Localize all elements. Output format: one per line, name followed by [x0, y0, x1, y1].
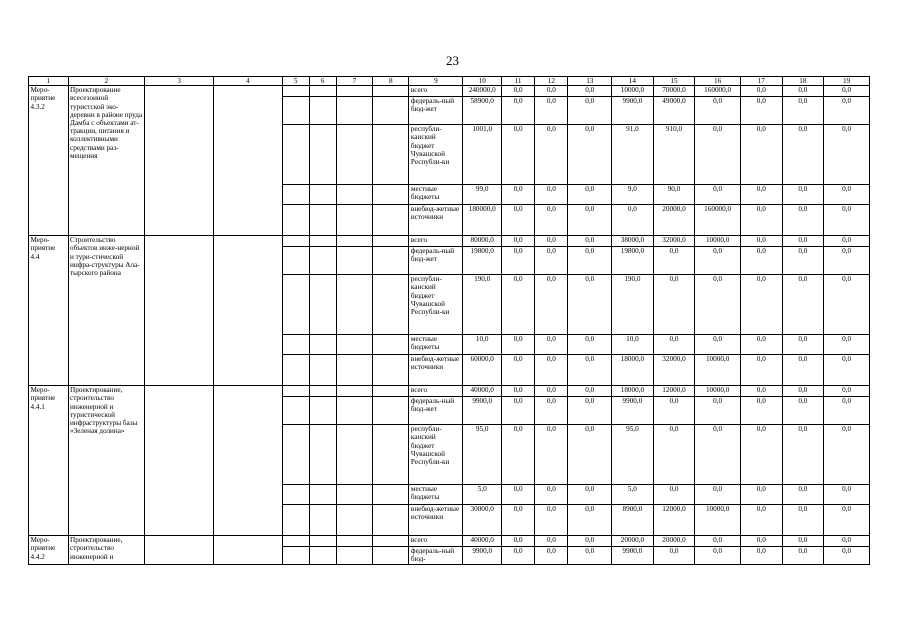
empty-cell — [336, 236, 372, 247]
empty-cell — [309, 547, 336, 564]
funding-source: федераль-ный бюд-жет — [409, 97, 463, 125]
empty-cell — [336, 335, 372, 355]
empty-cell — [309, 397, 336, 425]
funding-source: местные бюджеты — [409, 185, 463, 205]
amount-cell: 0,0 — [824, 397, 870, 425]
table-row — [29, 536, 870, 547]
amount-cell: 0,0 — [741, 386, 783, 397]
empty-cell — [373, 335, 409, 355]
amount-cell: 40000,0 — [463, 386, 501, 397]
column-number-3: 3 — [145, 77, 214, 86]
amount-cell: 0,0 — [535, 275, 568, 335]
amount-cell: 0,0 — [695, 485, 741, 505]
amount-cell: 0,0 — [568, 386, 612, 397]
amount-cell: 0,0 — [535, 485, 568, 505]
empty-cell — [282, 355, 309, 386]
amount-cell: 0,0 — [782, 185, 824, 205]
budget-table — [28, 76, 870, 565]
funding-source: внебюд-жетные источники — [409, 205, 463, 236]
empty-cell — [309, 505, 336, 536]
empty-cell — [282, 236, 309, 247]
amount-cell: 0,0 — [741, 425, 783, 485]
empty-cell — [282, 205, 309, 236]
amount-cell: 0,0 — [782, 547, 824, 564]
measure-description: Строительство объектов инже-нерной и тури-стической инфра-структуры Ала-тырского района — [68, 236, 145, 386]
amount-cell: 0,0 — [501, 86, 534, 97]
empty-cell — [309, 97, 336, 125]
amount-cell: 20000,0 — [612, 536, 654, 547]
header-row — [29, 77, 870, 86]
empty-cell — [373, 536, 409, 547]
column-number-19: 19 — [824, 77, 870, 86]
amount-cell: 10,0 — [612, 335, 654, 355]
amount-cell: 0,0 — [782, 247, 824, 275]
amount-cell: 0,0 — [535, 185, 568, 205]
amount-cell: 0,0 — [535, 547, 568, 564]
amount-cell: 0,0 — [535, 97, 568, 125]
empty-cell — [336, 247, 372, 275]
amount-cell: 0,0 — [501, 425, 534, 485]
amount-cell: 0,0 — [501, 247, 534, 275]
amount-cell: 19800,0 — [612, 247, 654, 275]
amount-cell: 0,0 — [535, 125, 568, 185]
empty-cell — [373, 185, 409, 205]
amount-cell: 0,0 — [741, 86, 783, 97]
empty-cell — [336, 536, 372, 547]
column-number-1: 1 — [29, 77, 69, 86]
empty-cell — [145, 236, 214, 386]
funding-source: федераль-ный бюд- — [409, 547, 463, 564]
amount-cell: 0,0 — [782, 397, 824, 425]
empty-cell — [309, 386, 336, 397]
empty-cell — [214, 86, 283, 236]
funding-source: внебюд-жетные источники — [409, 505, 463, 536]
empty-cell — [282, 86, 309, 97]
empty-cell — [336, 355, 372, 386]
empty-cell — [309, 536, 336, 547]
empty-cell — [309, 485, 336, 505]
empty-cell — [309, 247, 336, 275]
empty-cell — [309, 425, 336, 485]
amount-cell: 0,0 — [824, 185, 870, 205]
amount-cell: 0,0 — [535, 205, 568, 236]
empty-cell — [336, 97, 372, 125]
empty-cell — [373, 236, 409, 247]
amount-cell: 0,0 — [824, 547, 870, 564]
amount-cell: 20000,0 — [653, 205, 695, 236]
amount-cell: 0,0 — [568, 397, 612, 425]
table-body — [29, 77, 870, 565]
amount-cell: 12000,0 — [653, 386, 695, 397]
empty-cell — [373, 547, 409, 564]
column-number-14: 14 — [612, 77, 654, 86]
amount-cell: 58900,0 — [463, 97, 501, 125]
empty-cell — [373, 125, 409, 185]
empty-cell — [336, 185, 372, 205]
empty-cell — [373, 485, 409, 505]
amount-cell: 0,0 — [782, 355, 824, 386]
empty-cell — [282, 247, 309, 275]
measure-code: Меро-приятие 4.4.1 — [29, 386, 69, 536]
empty-cell — [145, 86, 214, 236]
amount-cell: 0,0 — [782, 236, 824, 247]
empty-cell — [336, 125, 372, 185]
funding-source: всего — [409, 236, 463, 247]
amount-cell: 19800,0 — [463, 247, 501, 275]
empty-cell — [373, 425, 409, 485]
amount-cell: 10,0 — [463, 335, 501, 355]
amount-cell: 0,0 — [653, 425, 695, 485]
amount-cell: 40000,0 — [463, 536, 501, 547]
empty-cell — [336, 397, 372, 425]
amount-cell: 0,0 — [535, 425, 568, 485]
empty-cell — [373, 86, 409, 97]
column-number-5: 5 — [282, 77, 309, 86]
amount-cell: 0,0 — [568, 485, 612, 505]
column-number-7: 7 — [336, 77, 372, 86]
empty-cell — [145, 536, 214, 564]
amount-cell: 0,0 — [695, 185, 741, 205]
amount-cell: 0,0 — [695, 275, 741, 335]
amount-cell: 0,0 — [741, 505, 783, 536]
funding-source: федераль-ный бюд-жет — [409, 397, 463, 425]
empty-cell — [373, 386, 409, 397]
amount-cell: 0,0 — [535, 355, 568, 386]
empty-cell — [309, 205, 336, 236]
amount-cell: 0,0 — [741, 335, 783, 355]
amount-cell: 32000,0 — [653, 355, 695, 386]
amount-cell: 10000,0 — [695, 355, 741, 386]
empty-cell — [282, 275, 309, 335]
funding-source: местные бюджеты — [409, 335, 463, 355]
empty-cell — [309, 236, 336, 247]
amount-cell: 0,0 — [653, 335, 695, 355]
amount-cell: 0,0 — [568, 275, 612, 335]
amount-cell: 95,0 — [612, 425, 654, 485]
amount-cell: 0,0 — [782, 425, 824, 485]
amount-cell: 10000,0 — [695, 386, 741, 397]
funding-source: местные бюджеты — [409, 485, 463, 505]
amount-cell: 20000,0 — [653, 536, 695, 547]
table-row — [29, 236, 870, 247]
amount-cell: 910,0 — [653, 125, 695, 185]
amount-cell: 0,0 — [501, 125, 534, 185]
amount-cell: 0,0 — [501, 397, 534, 425]
amount-cell: 160000,0 — [695, 205, 741, 236]
amount-cell: 190,0 — [463, 275, 501, 335]
funding-source: всего — [409, 386, 463, 397]
amount-cell: 0,0 — [824, 97, 870, 125]
table-row — [29, 386, 870, 397]
empty-cell — [336, 275, 372, 335]
empty-cell — [282, 425, 309, 485]
amount-cell: 0,0 — [782, 505, 824, 536]
empty-cell — [309, 125, 336, 185]
amount-cell: 0,0 — [501, 547, 534, 564]
amount-cell: 0,0 — [782, 125, 824, 185]
amount-cell: 0,0 — [568, 86, 612, 97]
amount-cell: 0,0 — [568, 547, 612, 564]
amount-cell: 0,0 — [695, 425, 741, 485]
amount-cell: 0,0 — [695, 536, 741, 547]
amount-cell: 0,0 — [535, 386, 568, 397]
amount-cell: 0,0 — [741, 236, 783, 247]
measure-code: Меро-приятие 4.3.2 — [29, 86, 69, 236]
amount-cell: 0,0 — [741, 275, 783, 335]
funding-source: федераль-ный бюд-жет — [409, 247, 463, 275]
amount-cell: 0,0 — [653, 397, 695, 425]
funding-source: всего — [409, 86, 463, 97]
amount-cell: 0,0 — [695, 97, 741, 125]
empty-cell — [373, 275, 409, 335]
amount-cell: 0,0 — [653, 247, 695, 275]
amount-cell: 0,0 — [568, 505, 612, 536]
amount-cell: 0,0 — [501, 185, 534, 205]
amount-cell: 0,0 — [782, 205, 824, 236]
empty-cell — [214, 386, 283, 536]
amount-cell: 18000,0 — [612, 355, 654, 386]
empty-cell — [336, 425, 372, 485]
funding-source: республи-канский бюджет Чувашской Республи-ки — [409, 275, 463, 335]
amount-cell: 0,0 — [501, 205, 534, 236]
amount-cell: 0,0 — [568, 425, 612, 485]
amount-cell: 0,0 — [695, 547, 741, 564]
amount-cell: 0,0 — [568, 97, 612, 125]
column-number-11: 11 — [501, 77, 534, 86]
amount-cell: 240000,0 — [463, 86, 501, 97]
amount-cell: 0,0 — [824, 236, 870, 247]
empty-cell — [282, 97, 309, 125]
amount-cell: 0,0 — [782, 386, 824, 397]
amount-cell: 0,0 — [568, 536, 612, 547]
amount-cell: 5,0 — [612, 485, 654, 505]
amount-cell: 5,0 — [463, 485, 501, 505]
measure-description: Проектирование, строительство инженерной и — [68, 536, 145, 564]
amount-cell: 32000,0 — [653, 236, 695, 247]
empty-cell — [336, 386, 372, 397]
amount-cell: 0,0 — [824, 505, 870, 536]
amount-cell: 0,0 — [824, 386, 870, 397]
empty-cell — [373, 205, 409, 236]
funding-source: внебюд-жетные источники — [409, 355, 463, 386]
column-number-16: 16 — [695, 77, 741, 86]
amount-cell: 8900,0 — [612, 505, 654, 536]
amount-cell: 0,0 — [741, 485, 783, 505]
amount-cell: 91,0 — [612, 125, 654, 185]
amount-cell: 9900,0 — [612, 97, 654, 125]
amount-cell: 0,0 — [824, 125, 870, 185]
amount-cell: 0,0 — [782, 335, 824, 355]
empty-cell — [282, 335, 309, 355]
empty-cell — [336, 547, 372, 564]
amount-cell: 38000,0 — [612, 236, 654, 247]
amount-cell: 0,0 — [824, 275, 870, 335]
empty-cell — [373, 505, 409, 536]
amount-cell: 0,0 — [824, 86, 870, 97]
amount-cell: 0,0 — [535, 335, 568, 355]
measure-description: Проектирование всесезонной туристской эко-деревни в районе пруда Дамба с объектами ат-тракции, питания и коллективными средствами раз-мещения — [68, 86, 145, 236]
funding-source: республи-канский бюджет Чувашской Республи-ки — [409, 425, 463, 485]
empty-cell — [373, 97, 409, 125]
amount-cell: 0,0 — [535, 86, 568, 97]
column-number-2: 2 — [68, 77, 145, 86]
amount-cell: 0,0 — [695, 247, 741, 275]
column-number-13: 13 — [568, 77, 612, 86]
amount-cell: 10000,0 — [695, 236, 741, 247]
amount-cell: 9,0 — [612, 185, 654, 205]
amount-cell: 0,0 — [535, 505, 568, 536]
amount-cell: 160000,0 — [695, 86, 741, 97]
amount-cell: 99,0 — [463, 185, 501, 205]
amount-cell: 0,0 — [535, 247, 568, 275]
amount-cell: 0,0 — [568, 247, 612, 275]
amount-cell: 0,0 — [568, 236, 612, 247]
amount-cell: 0,0 — [824, 335, 870, 355]
amount-cell: 0,0 — [501, 335, 534, 355]
empty-cell — [214, 236, 283, 386]
amount-cell: 12000,0 — [653, 505, 695, 536]
amount-cell: 0,0 — [653, 275, 695, 335]
amount-cell: 90,0 — [653, 185, 695, 205]
amount-cell: 0,0 — [824, 205, 870, 236]
empty-cell — [214, 536, 283, 564]
amount-cell: 0,0 — [741, 397, 783, 425]
amount-cell: 0,0 — [741, 185, 783, 205]
amount-cell: 49000,0 — [653, 97, 695, 125]
amount-cell: 80000,0 — [463, 236, 501, 247]
empty-cell — [309, 335, 336, 355]
column-number-6: 6 — [309, 77, 336, 86]
amount-cell: 0,0 — [568, 335, 612, 355]
measure-code: Меро-приятие 4.4.2 — [29, 536, 69, 564]
amount-cell: 0,0 — [824, 355, 870, 386]
amount-cell: 190,0 — [612, 275, 654, 335]
empty-cell — [309, 185, 336, 205]
empty-cell — [282, 397, 309, 425]
amount-cell: 95,0 — [463, 425, 501, 485]
amount-cell: 9900,0 — [612, 547, 654, 564]
amount-cell: 0,0 — [824, 485, 870, 505]
column-number-4: 4 — [214, 77, 283, 86]
column-number-9: 9 — [409, 77, 463, 86]
amount-cell: 0,0 — [535, 236, 568, 247]
amount-cell: 60000,0 — [463, 355, 501, 386]
amount-cell: 0,0 — [782, 275, 824, 335]
empty-cell — [282, 386, 309, 397]
funding-source: республи-канский бюджет Чувашской Республи-ки — [409, 125, 463, 185]
amount-cell: 0,0 — [741, 355, 783, 386]
amount-cell: 0,0 — [741, 247, 783, 275]
measure-description: Проектирование, строительство инженерной и туристической инфраструктуры базы «Зеленая долина» — [68, 386, 145, 536]
empty-cell — [282, 536, 309, 547]
column-number-8: 8 — [373, 77, 409, 86]
amount-cell: 0,0 — [535, 397, 568, 425]
amount-cell: 1001,0 — [463, 125, 501, 185]
column-number-10: 10 — [463, 77, 501, 86]
empty-cell — [336, 485, 372, 505]
column-number-18: 18 — [782, 77, 824, 86]
amount-cell: 0,0 — [612, 205, 654, 236]
page-number: 23 — [446, 53, 459, 68]
amount-cell: 0,0 — [501, 386, 534, 397]
funding-source: всего — [409, 536, 463, 547]
empty-cell — [309, 275, 336, 335]
amount-cell: 0,0 — [653, 547, 695, 564]
amount-cell: 0,0 — [741, 547, 783, 564]
amount-cell: 10000,0 — [612, 86, 654, 97]
table-row — [29, 86, 870, 97]
amount-cell: 0,0 — [741, 205, 783, 236]
amount-cell: 9900,0 — [463, 397, 501, 425]
amount-cell: 0,0 — [695, 397, 741, 425]
empty-cell — [282, 125, 309, 185]
amount-cell: 0,0 — [653, 485, 695, 505]
amount-cell: 0,0 — [824, 425, 870, 485]
empty-cell — [373, 397, 409, 425]
empty-cell — [373, 247, 409, 275]
column-number-15: 15 — [653, 77, 695, 86]
measure-code: Меро-приятие 4.4 — [29, 236, 69, 386]
empty-cell — [282, 547, 309, 564]
amount-cell: 0,0 — [695, 335, 741, 355]
column-number-17: 17 — [741, 77, 783, 86]
empty-cell — [336, 505, 372, 536]
amount-cell: 0,0 — [824, 536, 870, 547]
empty-cell — [282, 485, 309, 505]
empty-cell — [145, 386, 214, 536]
amount-cell: 0,0 — [695, 125, 741, 185]
amount-cell: 0,0 — [535, 536, 568, 547]
amount-cell: 0,0 — [568, 125, 612, 185]
amount-cell: 9900,0 — [612, 397, 654, 425]
amount-cell: 0,0 — [782, 485, 824, 505]
empty-cell — [309, 86, 336, 97]
amount-cell: 0,0 — [741, 536, 783, 547]
amount-cell: 0,0 — [501, 485, 534, 505]
empty-cell — [336, 205, 372, 236]
amount-cell: 0,0 — [741, 125, 783, 185]
amount-cell: 0,0 — [782, 97, 824, 125]
empty-cell — [282, 505, 309, 536]
amount-cell: 0,0 — [782, 86, 824, 97]
amount-cell: 18000,0 — [612, 386, 654, 397]
empty-cell — [373, 355, 409, 386]
amount-cell: 0,0 — [501, 275, 534, 335]
amount-cell: 0,0 — [568, 205, 612, 236]
amount-cell: 0,0 — [501, 97, 534, 125]
amount-cell: 0,0 — [568, 185, 612, 205]
amount-cell: 0,0 — [568, 355, 612, 386]
amount-cell: 0,0 — [501, 505, 534, 536]
amount-cell: 0,0 — [824, 247, 870, 275]
amount-cell: 0,0 — [782, 536, 824, 547]
amount-cell: 0,0 — [501, 355, 534, 386]
empty-cell — [336, 86, 372, 97]
empty-cell — [282, 185, 309, 205]
amount-cell: 10000,0 — [695, 505, 741, 536]
amount-cell: 180000,0 — [463, 205, 501, 236]
amount-cell: 30000,0 — [463, 505, 501, 536]
amount-cell: 0,0 — [501, 236, 534, 247]
column-number-12: 12 — [535, 77, 568, 86]
amount-cell: 70000,0 — [653, 86, 695, 97]
amount-cell: 9900,0 — [463, 547, 501, 564]
amount-cell: 0,0 — [501, 536, 534, 547]
amount-cell: 0,0 — [741, 97, 783, 125]
empty-cell — [309, 355, 336, 386]
